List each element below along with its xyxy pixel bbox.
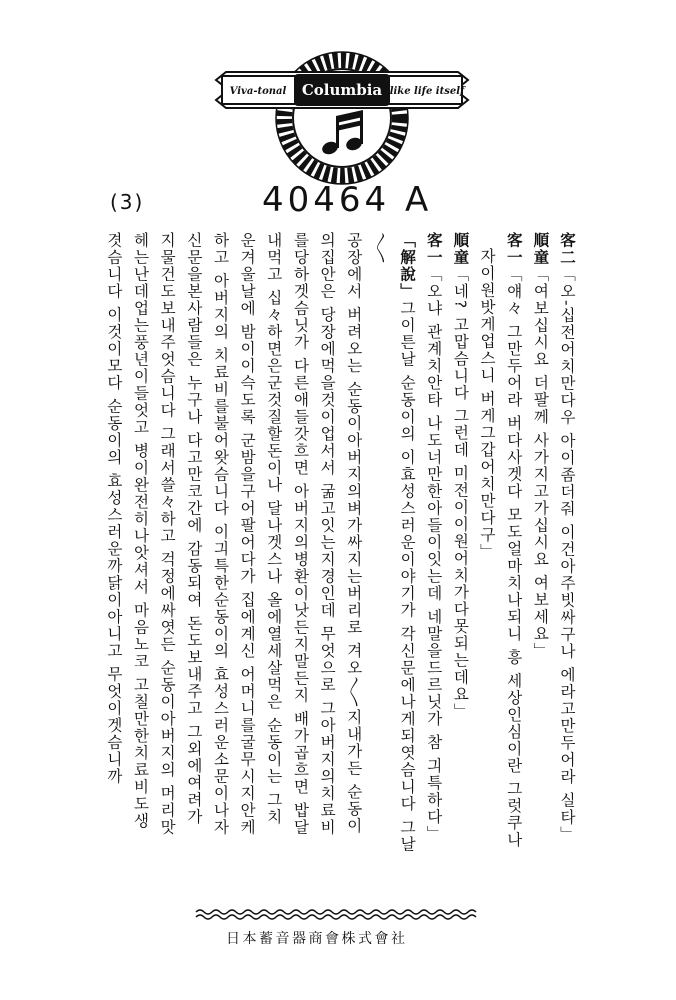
line-text: 내먹고 십々하면은군것질할돈이나 달나겟스나 올에열세살먹은 순동이는 그치 bbox=[264, 232, 283, 826]
speaker-label: 「解說」 bbox=[398, 232, 417, 300]
page-number: (3) bbox=[110, 190, 145, 214]
script-line bbox=[473, 248, 500, 872]
script-line bbox=[367, 232, 420, 872]
line-text: 「오-십전어치만다우 아이좀더줘 이건아주빗싸구나 에라고만두어라 실타」 bbox=[558, 266, 576, 843]
columbia-logo bbox=[212, 26, 472, 181]
line-text: 그이튼날 순동이의 이효성스러운이야기가 각신문에나게되엿슴니다 그날〳〵 bbox=[371, 232, 417, 853]
script-line bbox=[500, 232, 527, 872]
speaker-label: 順童 bbox=[451, 232, 470, 266]
line-text: 「네? 고맙슴니다 그런데 미전이이원어치가다못되는데요」 bbox=[451, 266, 470, 721]
script-line bbox=[553, 232, 580, 872]
publisher-footer: 日本蓄音器商會株式會社 bbox=[226, 931, 408, 947]
line-text: 운겨울날에 밤이이슥도록 군밤을구어팔어다가 집에계신 어머니를굴무시지안케 bbox=[238, 232, 257, 836]
speaker-label: 客二 bbox=[558, 232, 576, 266]
line-text: 신문을본사람들은 누구나 다고만코간에 감동되여 돈도보내주고 그외에여려가 bbox=[184, 232, 203, 826]
line-text: 지물건도보내주엇슴니다 그래서쓸々하고 걱정에싸엿든 순동이아버지의 머리맛 bbox=[158, 232, 177, 836]
tagline-left: Viva-tonal bbox=[229, 86, 287, 97]
script-line bbox=[207, 232, 234, 872]
line-text: 를당하겟슴닛가 다른애들갓흐면 아버지의병환이낫든지말든지 배가곱흐면 밥달 bbox=[291, 232, 310, 836]
script-line bbox=[420, 232, 447, 872]
script-line bbox=[287, 232, 314, 872]
script-line bbox=[233, 232, 260, 872]
brand-text: Columbia bbox=[301, 81, 383, 99]
script-line bbox=[527, 232, 554, 872]
script-line bbox=[447, 232, 474, 872]
script-line bbox=[127, 232, 154, 872]
script-line bbox=[154, 232, 181, 872]
line-text: 겻슴니다 이것이모다 순동이의 효성스러운까닭이아니고 무엇이겟슴니까 bbox=[104, 232, 123, 785]
tagline-right: like life itself bbox=[389, 86, 465, 97]
line-text: 「얘々 그만두어라 버다사겟다 모도얼마치나되니 흥 세상인심이란 그럿쿠나 bbox=[504, 266, 523, 849]
speaker-label: 順童 bbox=[531, 232, 550, 266]
wavy-divider bbox=[196, 908, 480, 920]
script-line bbox=[340, 232, 367, 872]
record-number: 40464 A bbox=[262, 180, 433, 220]
script-line bbox=[180, 232, 207, 872]
line-text: 하고 아버지의 치료비를불어왓슴니다 이긔특한순동이의 효성스러운소문이나자 bbox=[211, 232, 230, 836]
script-text bbox=[104, 232, 580, 872]
line-text: 「오냐 관계치안타 나도너만한아들이잇는데 네말을드르닛가 참 긔특하다」 bbox=[424, 266, 443, 843]
line-text: 헤는난데업는풍년이들엇고 병이완전히나앗셔서 마음노코 고칠만한치료비도생 bbox=[131, 232, 150, 830]
line-text: 자이원밧게업스니 버게그갑어치만다구」 bbox=[478, 248, 497, 561]
line-text: 의집안은 당장에먹을것이업서서 굶고잇는지경인데 무엇으로 그아버지의치료비 bbox=[318, 232, 337, 836]
line-text: 공장에서 버려오는 순동이아버지의벼가싸지는버리로 겨오〳〵지내가든 순동이 bbox=[344, 232, 363, 835]
script-line bbox=[260, 232, 287, 872]
script-line bbox=[100, 232, 127, 872]
speaker-label: 客一 bbox=[424, 232, 443, 266]
speaker-label: 客一 bbox=[504, 232, 523, 266]
line-text: 「여보십시요 더팔께 사가지고가십시요 여보세요」 bbox=[531, 266, 550, 660]
script-line bbox=[313, 232, 340, 872]
